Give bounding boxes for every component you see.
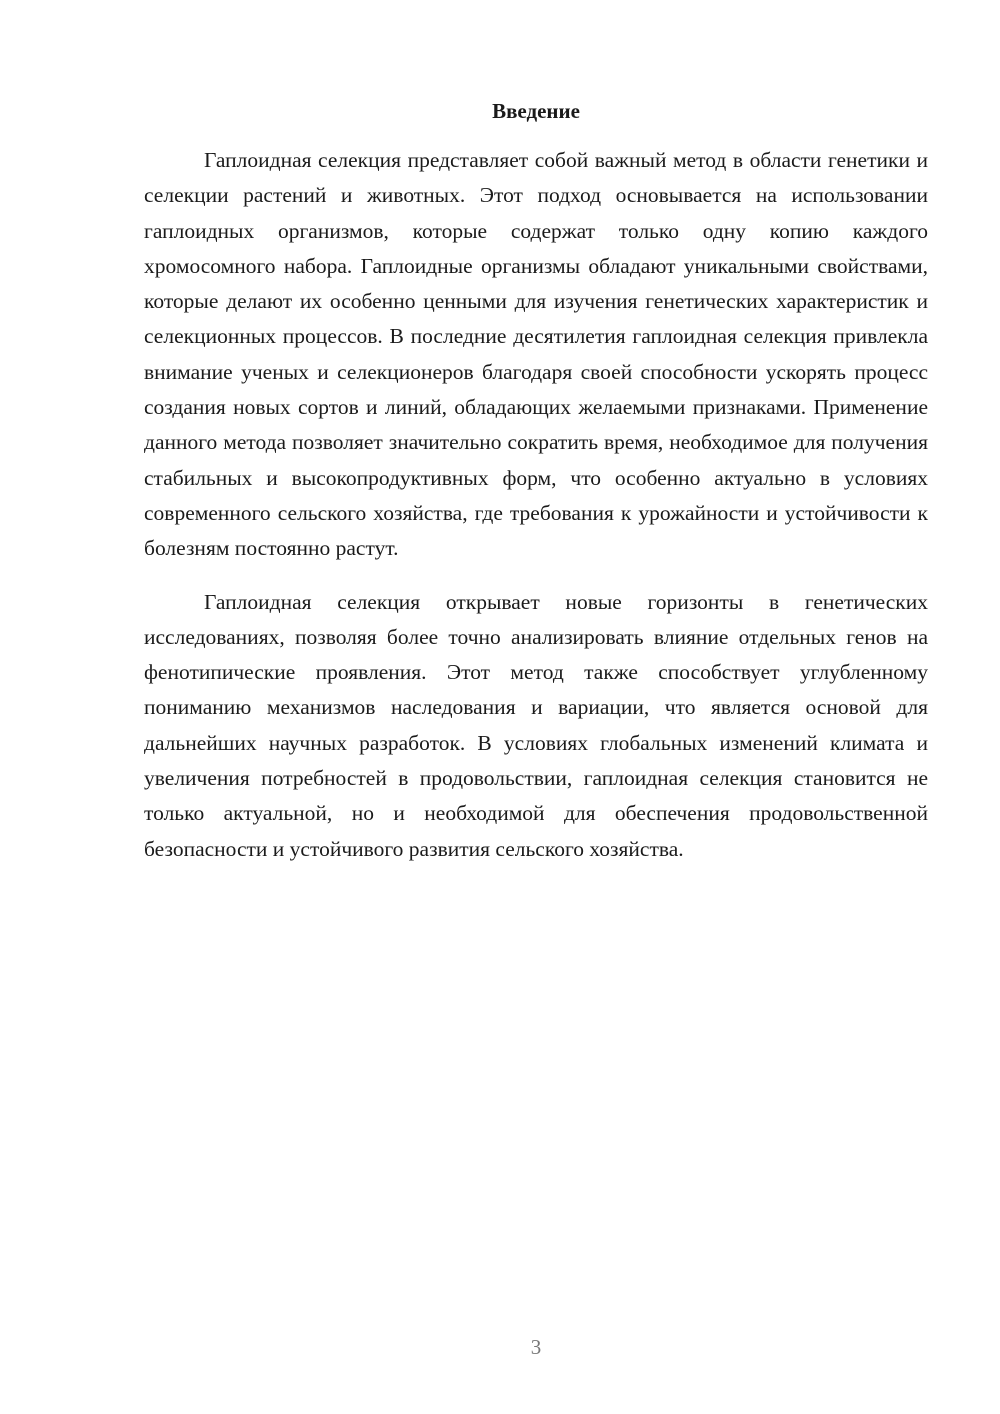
paragraph-1: Гаплоидная селекция представляет собой важный метод в области генетики и селекции растений и животных. Этот подход основывается на использовании гаплоидных организмов, которые содержат только одну копию каждого хромосомного набора. Гаплоидные организмы обладают уникальными свойствами, которые делают их особенно ценными для изучения генетических характеристик и селекционных процессов. В последние десятилетия гаплоидная селекция привлекла внимание ученых и селекционеров благодаря своей способности ускорять процесс создания новых сортов и линий, обладающих желаемыми признаками. Применение данного метода позволяет значительно сократить время, необходимое для получения стабильных и высокопродуктивных форм, что особенно актуально в условиях современного сельского хозяйства, где требования к урожайности и устойчивости к болезням постоянно растут. bbox=[144, 148, 928, 561]
body-text bbox=[144, 143, 928, 867]
paragraph-2: Гаплоидная селекция открывает новые горизонты в генетических исследованиях, позволяя более точно анализировать влияние отдельных генов на фенотипические проявления. Этот метод также способствует углубленному пониманию механизмов наследования и вариации, что является основой для дальнейших научных разработок. В условиях глобальных изменений климата и увеличения потребностей в продовольствии, гаплоидная селекция становится не только актуальной, но и необходимой для обеспечения продовольственной безопасности и устойчивого развития сельского хозяйства. bbox=[144, 589, 928, 861]
section-heading: Введение bbox=[492, 99, 580, 123]
page-number: 3 bbox=[530, 1335, 542, 1359]
